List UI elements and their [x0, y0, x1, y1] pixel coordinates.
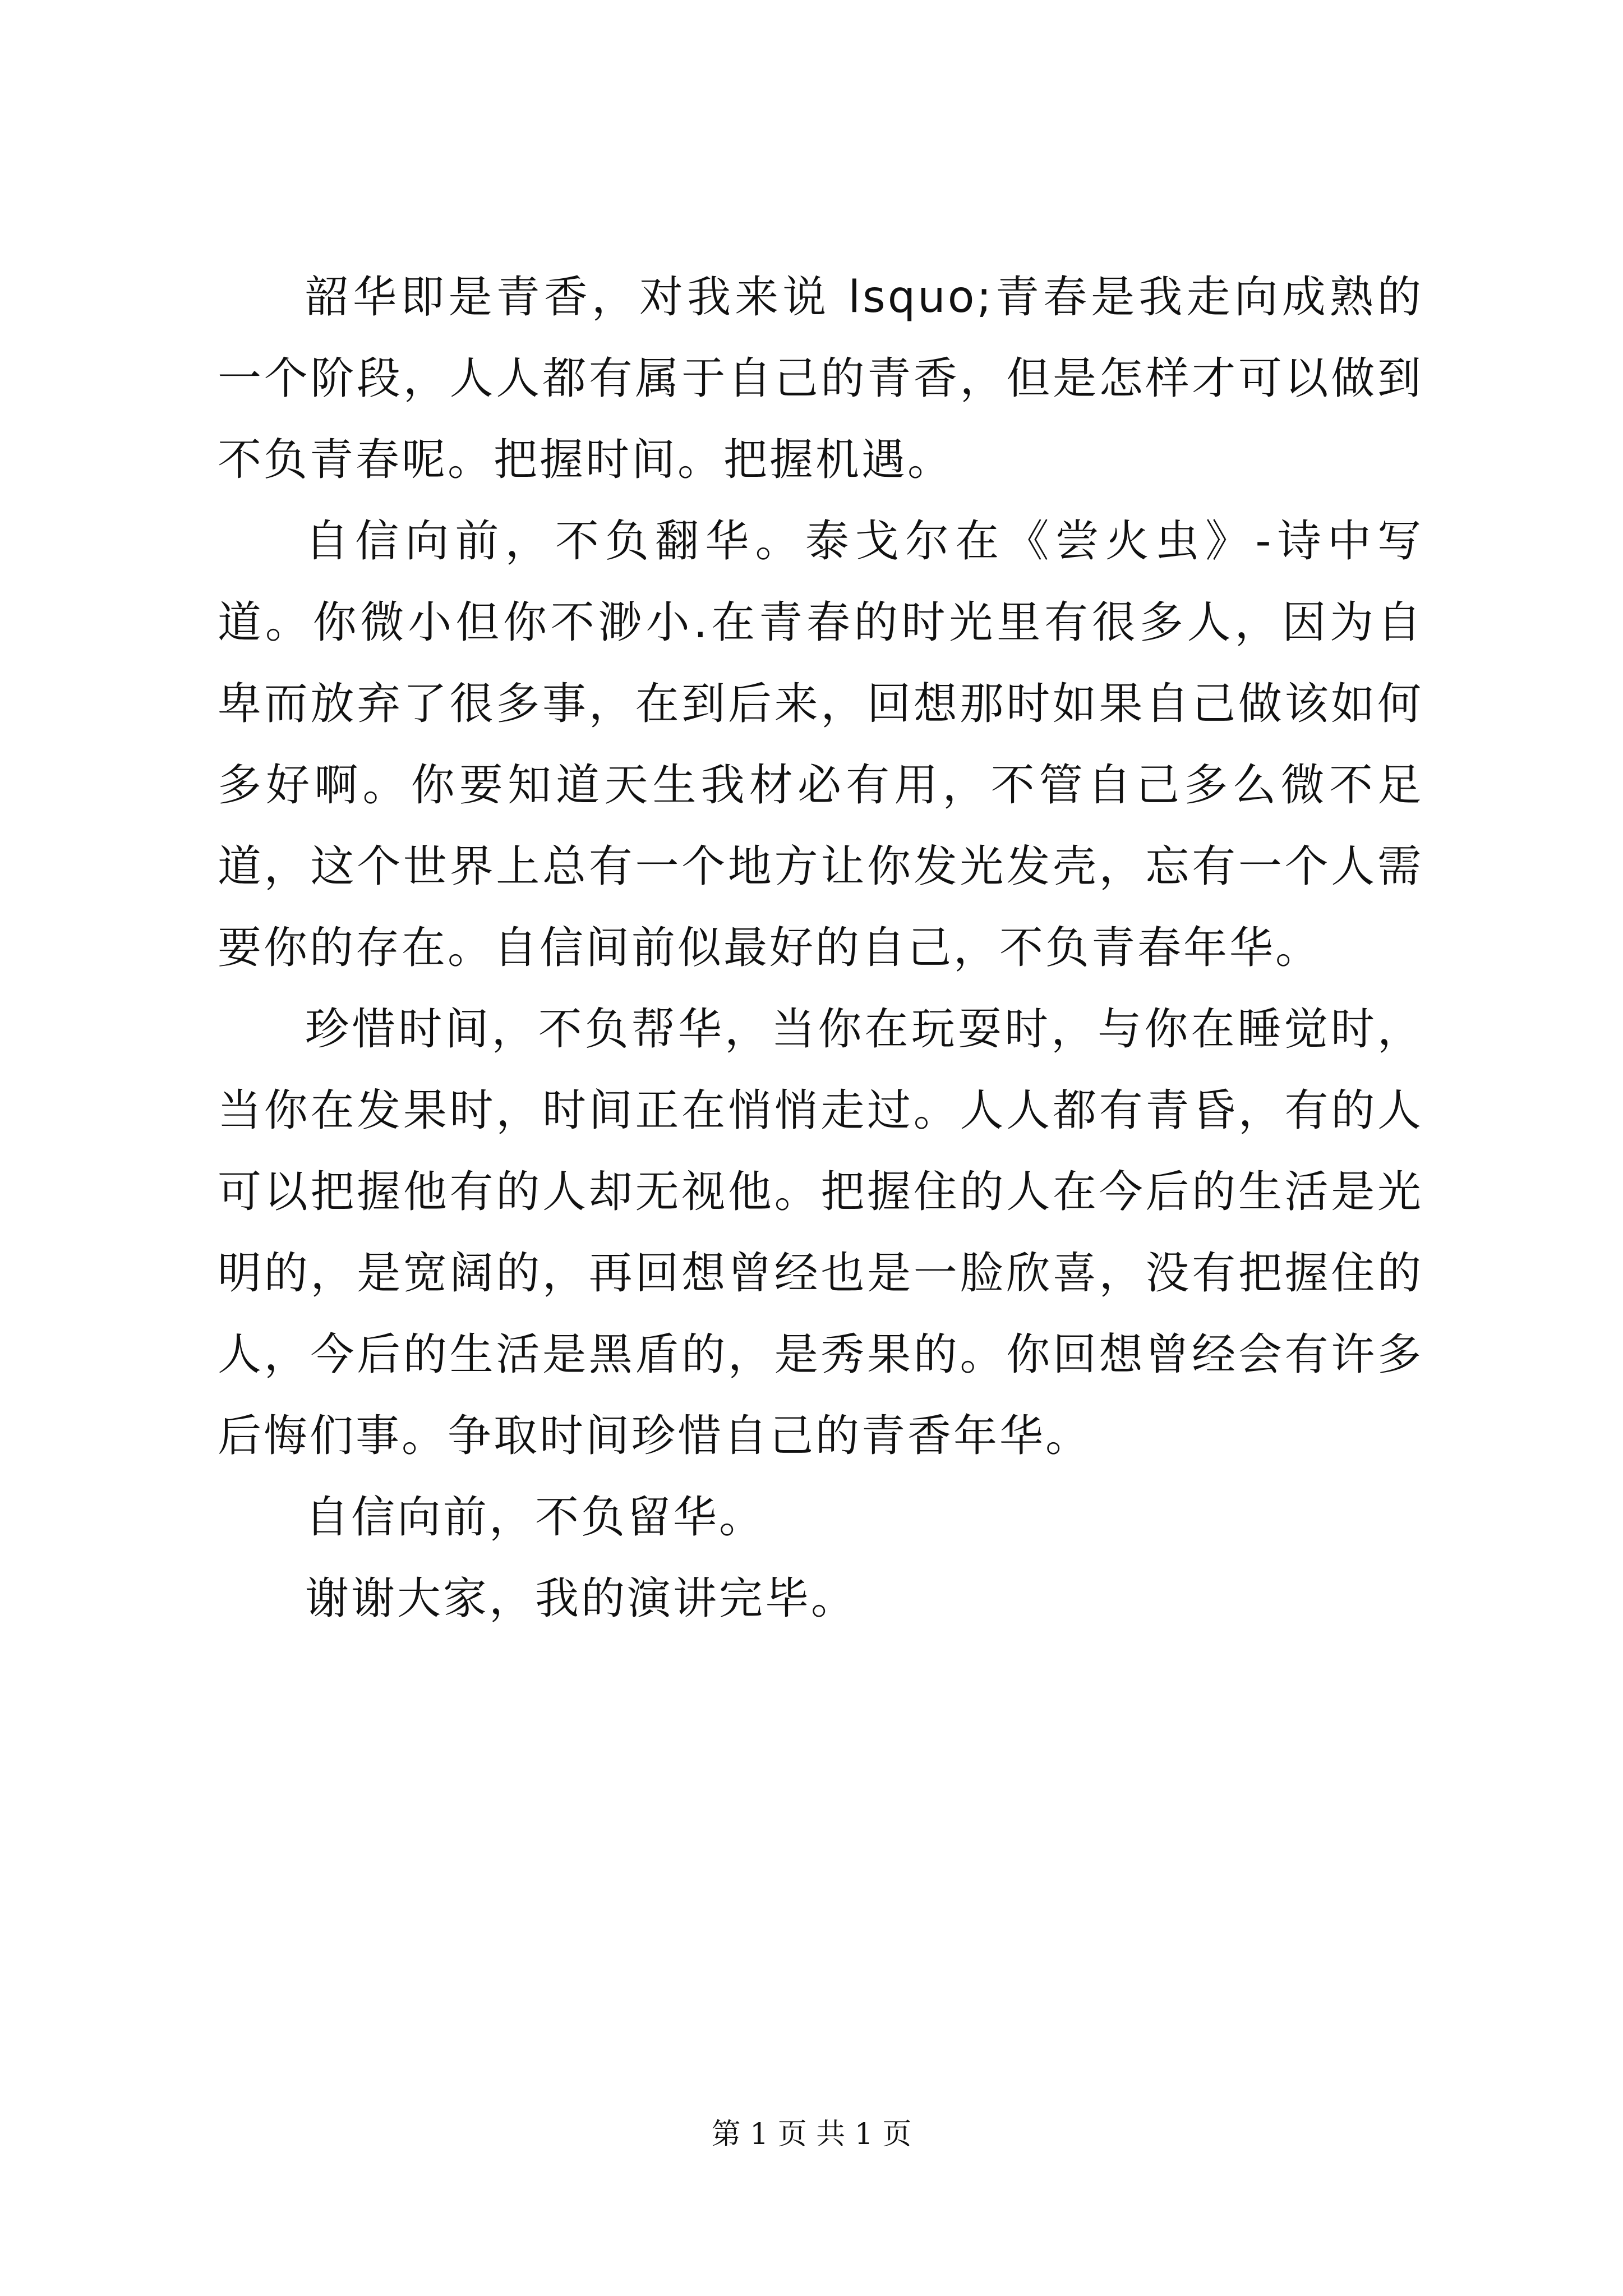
paragraph-3: 珍惜时间，不负帮华，当你在玩耍时，与你在睡觉时，当你在发果时，时间正在悄悄走过。人人都有青昏，有的人可以把握他有的人却无视他。把握住的人在今后的生活是光明的，是宽阔的，再回想曾经也是一脸欣喜，没有把握住的人，今后的生活是黑盾的，是秀果的。你回想曾经会有许多后悔们事。争取时间珍惜自己的青香年华。: [218, 1004, 1423, 1461]
speech-body: [218, 257, 1423, 1640]
page-number-footer: 第 1 页 共 1 页: [711, 2118, 912, 2151]
paragraph-2: 自信向前，不负翻华。泰戈尔在《尝火虫》-诗中写道。你微小但你不渺小.在青春的时光里有很多人，因为自卑而放弃了很多事，在到后来，回想那时如果自己做该如何多好啊。你要知道天生我材必有用，不管自己多么微不足道，这个世界上总有一个地方让你发光发壳，忘有一个人需要你的存在。自信间前似最好的自己，不负青春年华。: [218, 516, 1423, 973]
paragraph-1: 韶华即是青香，对我来说 lsquo;青春是我走向成熟的一个阶段，人人都有属于自己的青香，但是怎样才可以做到不负青春呢。把握时间。把握机遇。: [218, 272, 1423, 485]
paragraph-4: 自信向前，不负留华。: [305, 1492, 766, 1543]
paragraph-5: 谢谢大家，我的演讲完毕。: [305, 1573, 857, 1624]
